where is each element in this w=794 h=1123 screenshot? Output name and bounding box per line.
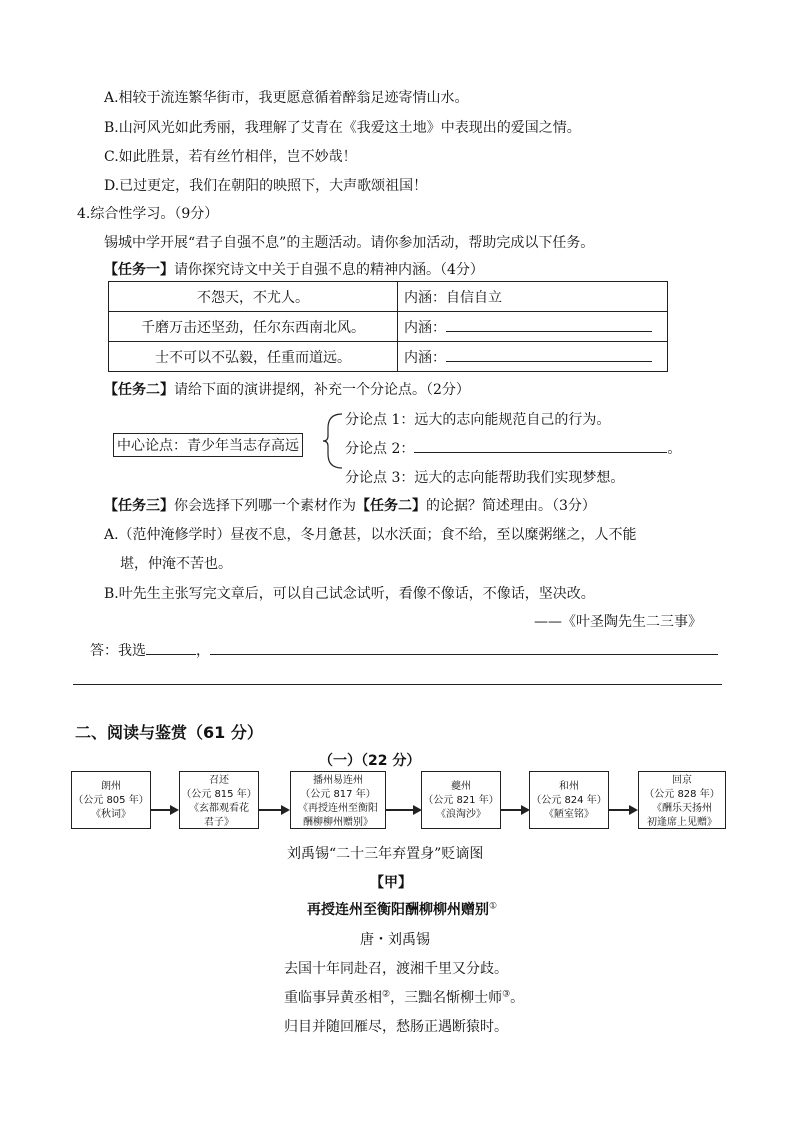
timeline-year: （公元 817 年） [300,789,376,800]
timeline-box [71,771,151,829]
central-argument: 中心论点：青少年当志存高远 [113,433,303,457]
timeline-year: （公元 815 年） [181,789,257,800]
material-b: B.叶先生主张写完文章后，可以自己试念试听，看像不像话，不像话，坚决改。 [104,586,595,602]
timeline-place: 和州 [559,781,579,792]
sub-argument-2-line [345,438,681,458]
choice-blank[interactable] [146,640,196,655]
q4-title: 4.综合性学习。（9分） [77,206,219,222]
task1-text: 请你探究诗文中关于自强不息的精神内涵。（4分） [174,262,484,278]
option-b: B.山河风光如此秀丽，我理解了艾青在《我爱这土地》中表现出的爱国之情。 [104,120,581,136]
timeline-box [529,771,609,829]
answer-comma: ， [196,643,210,659]
q4-intro: 锡城中学开展“君子自强不息”的主题活动。请你参加活动，帮助完成以下任务。 [104,235,595,251]
poem-tag: 【甲】 [370,875,412,891]
poem-line-part: 重临事异黄丞相 [284,990,382,1006]
sub-argument-1: 分论点 1：远大的志向能规范自己的行为。 [345,412,611,428]
answer-line [90,640,718,660]
timeline-work: 《秋词》 [91,809,131,820]
timeline-box [421,771,501,829]
timeline-work-cont: 酬柳柳州赠别》 [303,817,373,828]
answer-blank[interactable] [414,438,667,453]
answer-blank[interactable] [446,317,652,332]
poem-author: 唐・刘禹锡 [360,932,430,948]
timeline-year: （公元 828 年） [644,789,720,800]
timeline-arrowhead [170,805,179,815]
timeline-box [290,771,386,829]
timeline-arrow [151,809,170,811]
task3-text2: 的论据？简述理由。（3分） [426,498,596,514]
poem-line-2 [284,987,524,1007]
option-d: D.已过更定，我们在朝阳的映照下，大声歌颂祖国！ [104,178,428,194]
table-meaning: 内涵： [404,319,446,336]
poem-line: 去国十年同赴召，渡湘千里又分歧。 [284,961,508,977]
timeline-work: 《陋室铭》 [544,809,594,820]
reason-blank[interactable] [210,640,718,655]
timeline-year: （公元 821 年） [423,795,499,806]
timeline-box [638,771,726,829]
timeline-work: 《再授连州至衡阳 [298,803,378,814]
table-meaning-cell [398,312,668,342]
timeline-box [179,771,259,829]
outline-brace [322,408,344,474]
footnote-mark: ③ [502,989,511,1000]
timeline-work: 《酬乐天扬州 [652,803,712,814]
poem-line-part: 。 [510,990,525,1006]
table-row [109,312,668,342]
poem-line: 归目并随回雁尽，愁肠正遇断猿时。 [284,1019,508,1035]
table-quote: 千磨万击还坚劲，任尔东西南北风。 [109,312,398,342]
answer-blank-full[interactable] [73,684,722,685]
section-title: 二、阅读与鉴赏（61 分） [75,723,263,742]
option-a: A.相较于流连繁华街市，我更愿意循着醉翁足迹寄情山水。 [104,90,469,106]
timeline-work: 《玄都观看花 [189,803,249,814]
answer-blank[interactable] [446,347,652,362]
task3-line [104,495,596,515]
timeline-work-cont: 君子》 [204,817,234,828]
timeline-arrow [386,809,413,811]
footnote-mark: ① [489,901,498,912]
task2-line [104,379,470,399]
timeline-work: 《浪淘沙》 [436,809,486,820]
timeline-work-cont: 初逢席上见赠》 [647,817,717,828]
poem-title-line [307,899,497,919]
task3-ref: 【任务二】 [356,498,426,514]
footnote-mark: ② [382,989,391,1000]
sub-argument-2: 分论点 2： [345,441,415,457]
task2-text: 请给下面的演讲提纲，补充一个分论点。（2分） [174,382,470,398]
option-c: C.如此胜景，若有丝竹相伴，岂不妙哉！ [104,149,357,165]
table-meaning: 内涵： [404,349,446,366]
timeline-arrow [259,809,281,811]
task1-line [104,259,484,279]
timeline-year: （公元 805 年） [73,795,149,806]
table-quote: 不怨天，不尤人。 [109,282,398,312]
table-row [109,282,668,312]
sub-argument-2-end: 。 [667,441,682,457]
answer-prefix: 答：我选 [90,643,146,659]
task2-label: 【任务二】 [104,382,174,398]
task3-label: 【任务三】 [104,498,174,514]
task1-table [108,281,668,372]
timeline-arrow [609,809,629,811]
timeline-arrowhead [281,805,290,815]
material-b-source: ——《叶圣陶先生二三事》 [534,614,702,630]
table-meaning: 内涵：自信自立 [398,282,668,312]
table-quote: 士不可以不弘毅，任重而道远。 [109,342,398,372]
poem-title: 再授连州至衡阳酬柳柳州赠别 [307,902,489,918]
material-a-2: 堪，仲淹不苦也。 [120,556,232,572]
timeline-place: 朗州 [101,781,121,792]
timeline-place: 回京 [672,775,692,786]
task3-text: 你会选择下列哪一个素材作为 [174,498,356,514]
material-a-1: A.（范仲淹修学时）昼夜不息，冬月惫甚，以水沃面；食不给，至以糜粥继之，人不能 [104,527,637,543]
task1-label: 【任务一】 [104,262,174,278]
timeline-caption: 刘禹锡“二十三年弃置身”贬谪图 [287,846,484,862]
part-title: （一）（22 分） [319,753,421,769]
sub-argument-3: 分论点 3：远大的志向能帮助我们实现梦想。 [345,470,625,486]
timeline-place: 夔州 [451,781,471,792]
timeline-year: （公元 824 年） [531,795,607,806]
poem-line-part: ，三黜名惭柳士师 [390,990,503,1006]
timeline-place: 播州易连州 [313,775,363,786]
timeline-place: 召还 [209,775,229,786]
timeline-arrowhead [629,805,638,815]
table-meaning-cell [398,342,668,372]
table-row [109,342,668,372]
timeline-arrow [501,809,521,811]
